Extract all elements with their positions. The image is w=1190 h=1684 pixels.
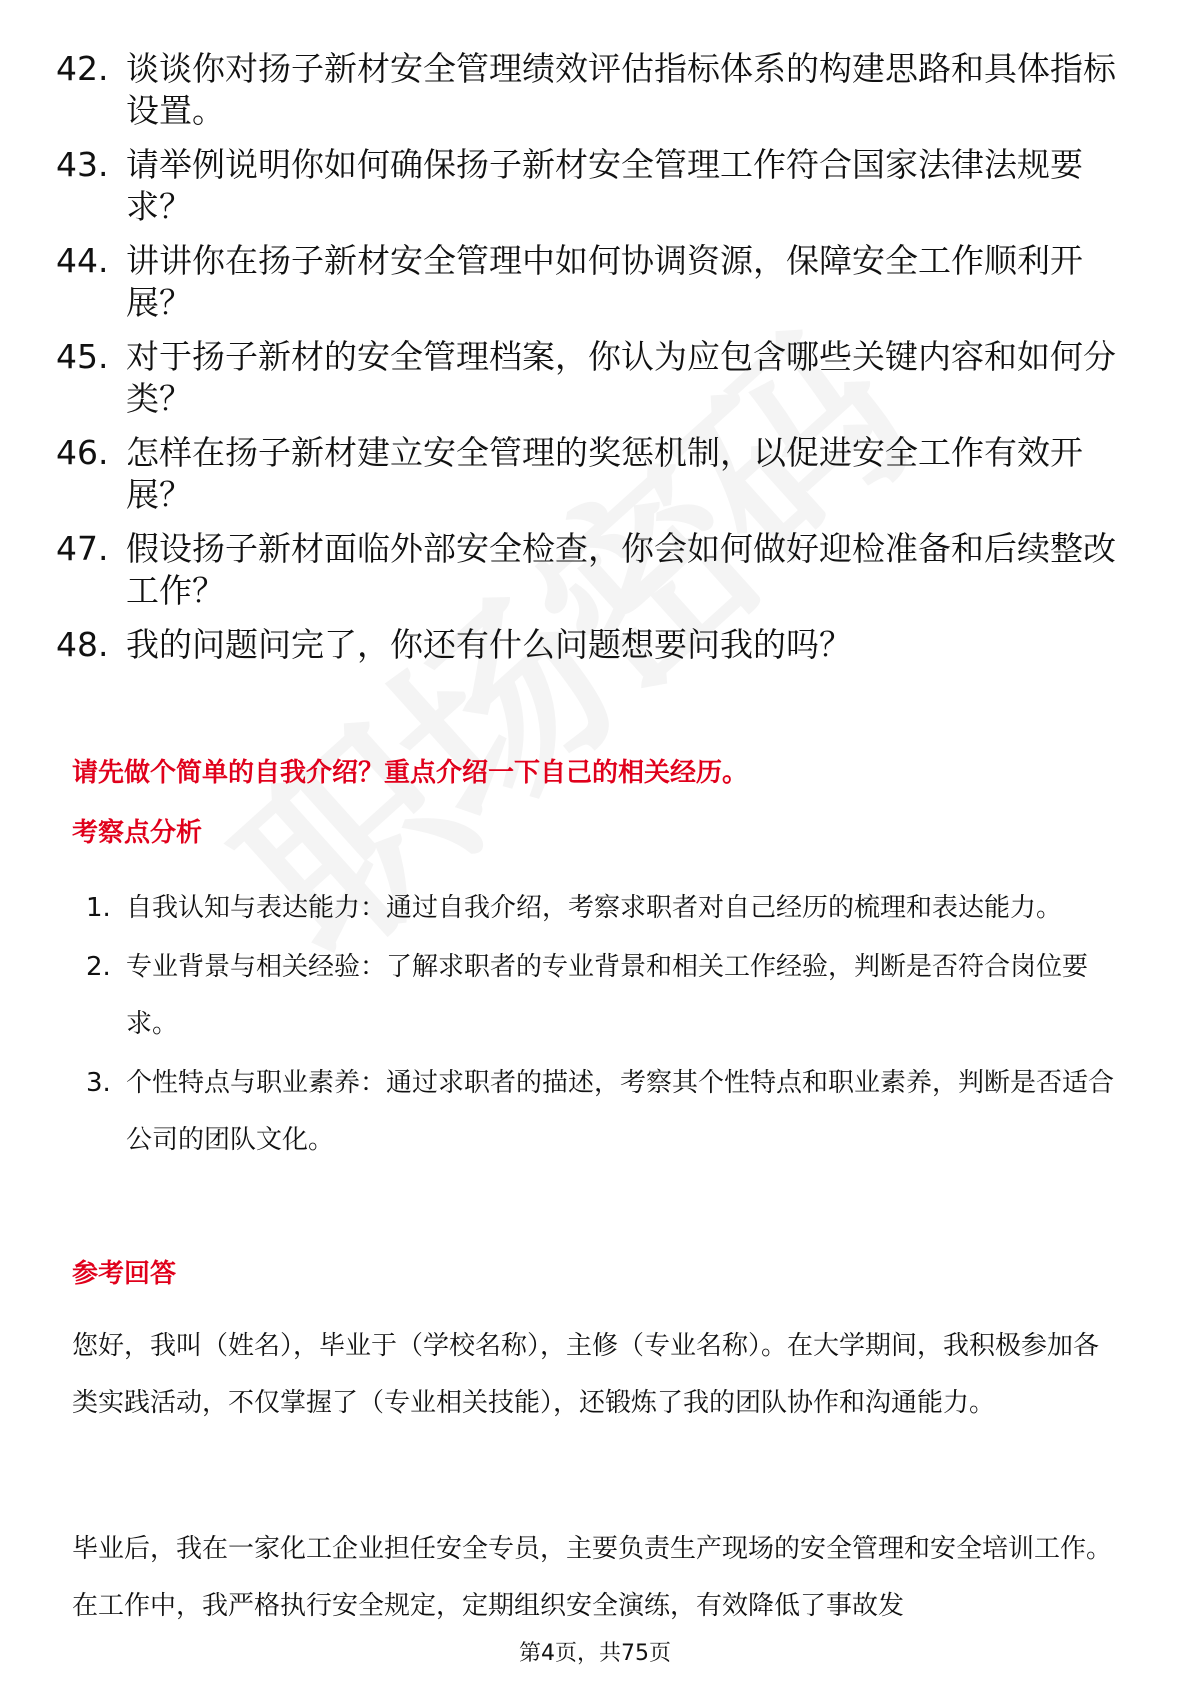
analysis-number: 1. xyxy=(86,893,111,923)
question-item xyxy=(56,624,1120,666)
question-number: 48. xyxy=(56,625,109,664)
question-number: 43. xyxy=(56,145,109,184)
reference-heading: 参考回答 xyxy=(72,1259,177,1289)
question-item xyxy=(56,528,1120,612)
analysis-item xyxy=(86,939,1116,1053)
analysis-list xyxy=(86,880,1116,1171)
question-item xyxy=(56,432,1120,516)
analysis-number: 3. xyxy=(86,1068,111,1098)
question-text: 假设扬子新材面临外部安全检查，你会如何做好迎检准备和后续整改工作？ xyxy=(126,529,1116,610)
question-number: 45. xyxy=(56,337,109,376)
analysis-item xyxy=(86,880,1116,937)
question-text: 我的问题问完了，你还有什么问题想要问我的吗？ xyxy=(126,625,852,664)
question-item xyxy=(56,240,1120,324)
analysis-heading: 考察点分析 xyxy=(72,818,203,848)
analysis-item xyxy=(86,1055,1116,1169)
question-text: 怎样在扬子新材建立安全管理的奖惩机制，以促进安全工作有效开展？ xyxy=(126,433,1083,514)
reference-paragraph: 毕业后，我在一家化工企业担任安全专员，主要负责生产现场的安全管理和安全培训工作。在工作中，我严格执行安全规定，定期组织安全演练，有效降低了事故发 xyxy=(72,1534,1113,1621)
question-number: 44. xyxy=(56,241,109,280)
question-heading: 请先做个简单的自我介绍？重点介绍一下自己的相关经历。 xyxy=(72,758,749,788)
reference-paragraph: 您好，我叫（姓名），毕业于（学校名称），主修（专业名称）。在大学期间，我积极参加各类实践活动，不仅掌握了（专业相关技能），还锻炼了我的团队协作和沟通能力。 xyxy=(72,1331,1100,1418)
question-item xyxy=(56,336,1120,420)
question-number: 42. xyxy=(56,49,109,88)
question-text: 对于扬子新材的安全管理档案，你认为应包含哪些关键内容和如何分类？ xyxy=(126,337,1116,418)
analysis-text: 专业背景与相关经验：了解求职者的专业背景和相关工作经验，判断是否符合岗位要求。 xyxy=(126,952,1089,1039)
question-item xyxy=(56,144,1120,228)
question-number: 47. xyxy=(56,529,109,568)
analysis-text: 个性特点与职业素养：通过求职者的描述，考察其个性特点和职业素养，判断是否适合公司的团队文化。 xyxy=(126,1068,1115,1155)
page-footer: 第4页，共75页 xyxy=(519,1641,671,1666)
question-item xyxy=(56,48,1120,132)
question-text: 请举例说明你如何确保扬子新材安全管理工作符合国家法律法规要求？ xyxy=(126,145,1083,226)
question-text: 讲讲你在扬子新材安全管理中如何协调资源，保障安全工作顺利开展？ xyxy=(126,241,1083,322)
analysis-text: 自我认知与表达能力：通过自我介绍，考察求职者对自己经历的梳理和表达能力。 xyxy=(126,893,1063,923)
question-list xyxy=(56,48,1120,678)
question-number: 46. xyxy=(56,433,109,472)
analysis-number: 2. xyxy=(86,952,111,982)
question-text: 谈谈你对扬子新材安全管理绩效评估指标体系的构建思路和具体指标设置。 xyxy=(126,49,1116,130)
